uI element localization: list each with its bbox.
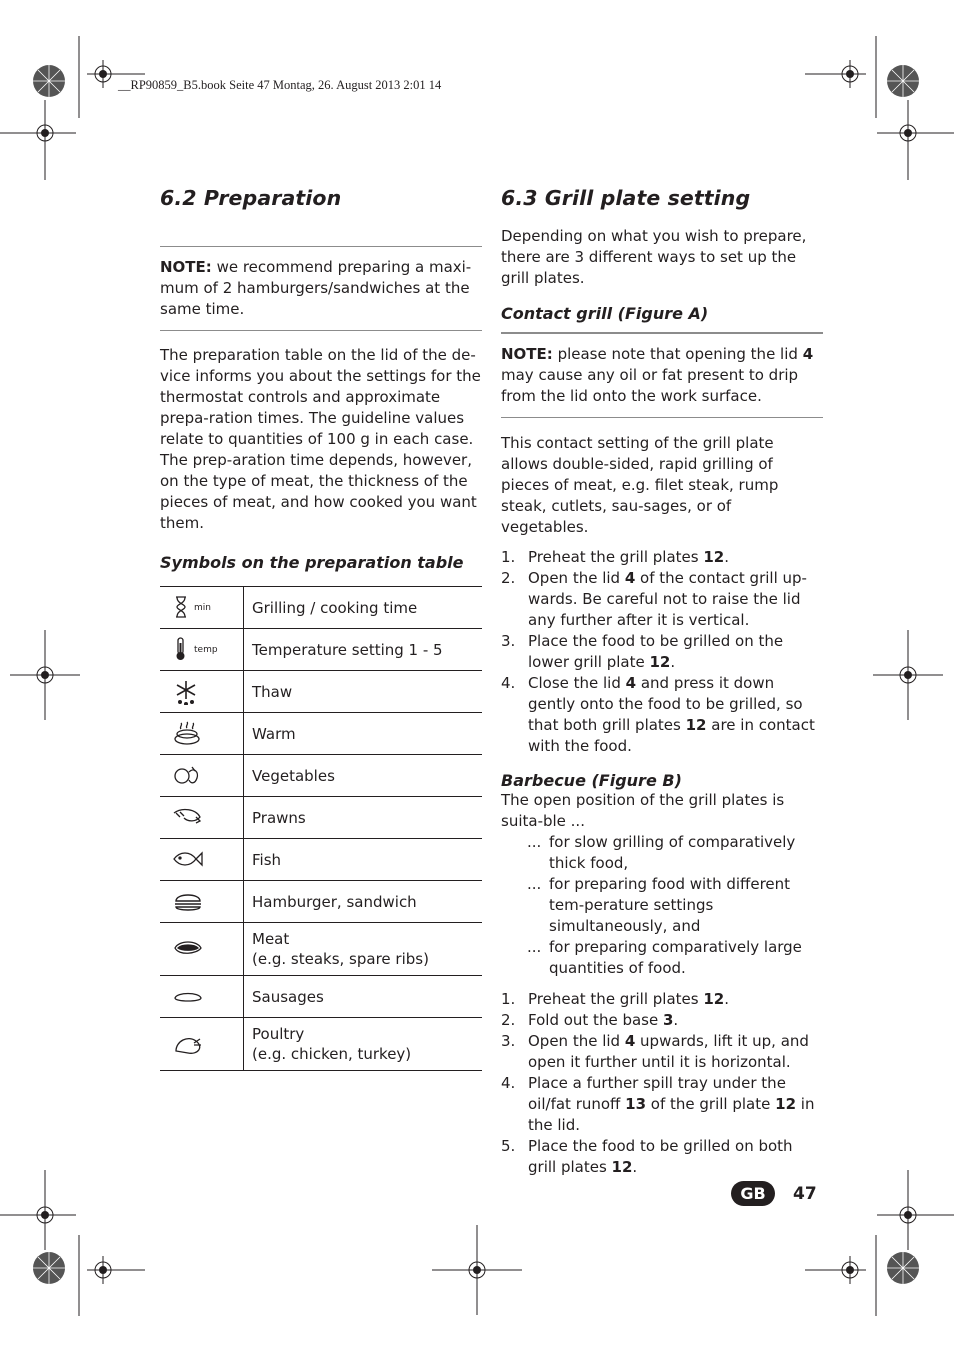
symbol-row bbox=[160, 629, 482, 671]
note-label: NOTE: bbox=[160, 258, 212, 276]
step-text: are in contact with the food. bbox=[528, 716, 815, 755]
barbecue-steps bbox=[501, 989, 823, 1178]
bullet-text: for preparing comparatively large quantities of food. bbox=[549, 938, 802, 977]
step-text: . bbox=[724, 990, 729, 1008]
prawn-icon bbox=[160, 805, 243, 831]
symbol-unit-label: temp bbox=[194, 644, 218, 655]
step-text: Open the lid bbox=[528, 1032, 625, 1050]
fish-icon bbox=[160, 847, 243, 873]
step-number: 2. bbox=[501, 569, 516, 587]
warm-plate-icon bbox=[160, 721, 243, 747]
step-item bbox=[501, 989, 823, 1010]
symbol-label: Thaw bbox=[252, 682, 293, 701]
step-number: 1. bbox=[501, 990, 516, 1008]
symbol-cell bbox=[160, 671, 244, 713]
page-footer bbox=[731, 1181, 817, 1206]
symbol-label: Temperature setting 1 - 5 bbox=[252, 640, 443, 659]
step-text: . bbox=[673, 1011, 679, 1029]
symbol-row bbox=[160, 1018, 482, 1071]
left-column bbox=[160, 186, 482, 1071]
step-item bbox=[501, 1136, 823, 1178]
section-heading-grill-plate-setting: 6.3 Grill plate setting bbox=[501, 186, 751, 210]
part-reference-number: 13 bbox=[625, 1095, 647, 1113]
step-text: Fold out the base bbox=[528, 1011, 663, 1029]
sausage-icon bbox=[160, 984, 243, 1010]
step-number: 5. bbox=[501, 1137, 516, 1155]
note-text: may cause any oil or fat present to drip from the lid onto the work surface. bbox=[501, 366, 799, 405]
symbol-row bbox=[160, 671, 482, 713]
step-text: . bbox=[724, 548, 729, 566]
step-text: . bbox=[632, 1158, 638, 1176]
meat-icon bbox=[160, 936, 243, 962]
symbol-cell bbox=[160, 713, 244, 755]
vegetables-icon bbox=[160, 763, 243, 789]
symbol-row bbox=[160, 976, 482, 1018]
step-item bbox=[501, 568, 823, 631]
grill-setting-intro: Depending on what you wish to prepare, there are 3 different ways to set up the grill plates. bbox=[501, 227, 807, 287]
symbol-label: Grilling / cooking time bbox=[252, 598, 418, 617]
step-number: 4. bbox=[501, 1074, 516, 1092]
language-badge: GB bbox=[731, 1181, 775, 1206]
barbecue-heading: Barbecue (Figure B) bbox=[501, 771, 682, 790]
symbol-cell bbox=[160, 923, 244, 976]
step-number: 4. bbox=[501, 674, 516, 692]
symbol-description bbox=[244, 587, 483, 629]
part-reference-number: 4 bbox=[624, 1032, 636, 1050]
symbol-label: Vegetables bbox=[252, 766, 335, 785]
step-text: . bbox=[670, 653, 676, 671]
bullet-item bbox=[501, 937, 823, 979]
note-text: we recommend preparing a maxi-mum of 2 hamburgers/sandwiches at the same time. bbox=[160, 258, 472, 318]
part-reference-number: 12 bbox=[611, 1158, 633, 1176]
symbol-cell bbox=[160, 587, 244, 629]
step-item bbox=[501, 673, 823, 757]
part-reference-number: 12 bbox=[685, 716, 707, 734]
part-reference-number: 12 bbox=[775, 1095, 797, 1113]
symbol-label-detail: (e.g. steaks, spare ribs) bbox=[252, 950, 429, 968]
symbol-row bbox=[160, 923, 482, 976]
symbol-row bbox=[160, 881, 482, 923]
bullet-text: for preparing food with different tem-perature settings simultaneously, and bbox=[549, 875, 791, 935]
symbol-label: Fish bbox=[252, 850, 282, 869]
step-text: Place a further spill tray under the oil/fat runoff bbox=[528, 1074, 786, 1113]
note-ref-number: 4 bbox=[802, 345, 814, 363]
bullet-text: for slow grilling of comparatively thick food, bbox=[549, 833, 796, 872]
step-item bbox=[501, 1010, 823, 1031]
symbol-cell bbox=[160, 839, 244, 881]
bullet-ellipsis: ... bbox=[527, 833, 542, 851]
step-item bbox=[501, 631, 823, 673]
step-item bbox=[501, 547, 823, 568]
symbol-label: Warm bbox=[252, 724, 296, 743]
step-number: 3. bbox=[501, 1032, 516, 1050]
barbecue-intro: The open position of the grill plates is suita-ble ... bbox=[501, 791, 785, 830]
step-text: of the grill plate bbox=[646, 1095, 776, 1113]
symbol-cell bbox=[160, 1018, 244, 1071]
symbol-description bbox=[244, 713, 483, 755]
symbols-table bbox=[160, 586, 482, 1071]
snowflake-thaw-icon bbox=[160, 679, 243, 705]
step-number: 1. bbox=[501, 548, 516, 566]
symbol-description bbox=[244, 839, 483, 881]
bullet-item bbox=[501, 874, 823, 937]
note-label: NOTE: bbox=[501, 345, 553, 363]
part-reference-number: 12 bbox=[703, 990, 725, 1008]
part-reference-number: 3 bbox=[662, 1011, 674, 1029]
step-number: 2. bbox=[501, 1011, 516, 1029]
hourglass-icon bbox=[160, 595, 243, 621]
step-text: and press it down gently onto the food to be grilled, so that both grill plates bbox=[528, 674, 803, 734]
thermometer-icon bbox=[160, 637, 243, 663]
step-text: upwards, lift it up, and open it further until it is horizontal. bbox=[528, 1032, 809, 1071]
step-text: Preheat the grill plates bbox=[528, 548, 704, 566]
step-item bbox=[501, 1031, 823, 1073]
symbol-description bbox=[244, 797, 483, 839]
part-reference-number: 4 bbox=[625, 674, 637, 692]
print-header: __RP90859_B5.book Seite 47 Montag, 26. August 2013 2:01 14 bbox=[118, 78, 442, 92]
symbol-label: Hamburger, sandwich bbox=[252, 892, 417, 911]
part-reference-number: 4 bbox=[624, 569, 636, 587]
symbol-label-detail: (e.g. chicken, turkey) bbox=[252, 1045, 412, 1063]
symbol-row bbox=[160, 587, 482, 629]
step-item bbox=[501, 1073, 823, 1136]
symbol-description bbox=[244, 976, 483, 1018]
symbol-cell bbox=[160, 797, 244, 839]
note-box-lid bbox=[501, 332, 823, 418]
symbol-label: Meat bbox=[252, 930, 290, 948]
symbol-label: Prawns bbox=[252, 808, 306, 827]
step-number: 3. bbox=[501, 632, 516, 650]
step-text: of the contact grill up-wards. Be careful not to raise the lid any further after it is vertical. bbox=[528, 569, 807, 629]
page-number: 47 bbox=[793, 1183, 817, 1204]
step-text: Place the food to be grilled on both grill plates bbox=[528, 1137, 793, 1176]
symbol-label: Poultry bbox=[252, 1025, 305, 1043]
poultry-icon bbox=[160, 1031, 243, 1057]
symbol-cell bbox=[160, 629, 244, 671]
bullet-item bbox=[501, 832, 823, 874]
symbol-row bbox=[160, 713, 482, 755]
bullet-ellipsis: ... bbox=[527, 875, 542, 893]
barbecue-bullets bbox=[501, 832, 823, 979]
symbol-cell bbox=[160, 976, 244, 1018]
symbol-label: Sausages bbox=[252, 987, 324, 1006]
symbol-cell bbox=[160, 755, 244, 797]
note-text: please note that opening the lid bbox=[552, 345, 803, 363]
symbol-description bbox=[244, 671, 483, 713]
step-text: Preheat the grill plates bbox=[528, 990, 704, 1008]
right-column bbox=[501, 186, 823, 1178]
contact-grill-heading: Contact grill (Figure A) bbox=[501, 304, 709, 323]
part-reference-number: 12 bbox=[703, 548, 725, 566]
section-heading-preparation: 6.2 Preparation bbox=[160, 186, 342, 210]
note-box bbox=[160, 246, 482, 331]
table-heading: Symbols on the preparation table bbox=[160, 553, 464, 572]
symbol-description bbox=[244, 755, 483, 797]
symbol-unit-label: min bbox=[194, 602, 211, 613]
contact-grill-steps bbox=[501, 547, 823, 757]
symbol-row bbox=[160, 839, 482, 881]
step-text: Close the lid bbox=[528, 674, 626, 692]
symbol-description bbox=[244, 881, 483, 923]
part-reference-number: 12 bbox=[649, 653, 671, 671]
step-text: Open the lid bbox=[528, 569, 625, 587]
step-text: Place the food to be grilled on the lower grill plate bbox=[528, 632, 784, 671]
bullet-ellipsis: ... bbox=[527, 938, 542, 956]
symbol-cell bbox=[160, 881, 244, 923]
contact-grill-paragraph: This contact setting of the grill plate allows double-sided, rapid grilling of pieces of meat, e.g. filet steak, rump steak, cutlets, sau-sages, or of vegetables. bbox=[501, 434, 779, 536]
symbol-row bbox=[160, 797, 482, 839]
step-text: in the lid. bbox=[528, 1095, 815, 1134]
hamburger-icon bbox=[160, 889, 243, 915]
preparation-intro: The preparation table on the lid of the de-vice informs you about the settings for the thermostat controls and approximate prepa-ration times. The guideline values relate to quantities of 100 g in each case. The prep-aration time depends, however, on the type of meat, the thickness of the pieces of meat, and how cooked you want them. bbox=[160, 346, 481, 532]
symbol-row bbox=[160, 755, 482, 797]
symbol-description bbox=[244, 923, 483, 976]
symbol-description bbox=[244, 1018, 483, 1071]
symbol-description bbox=[244, 629, 483, 671]
